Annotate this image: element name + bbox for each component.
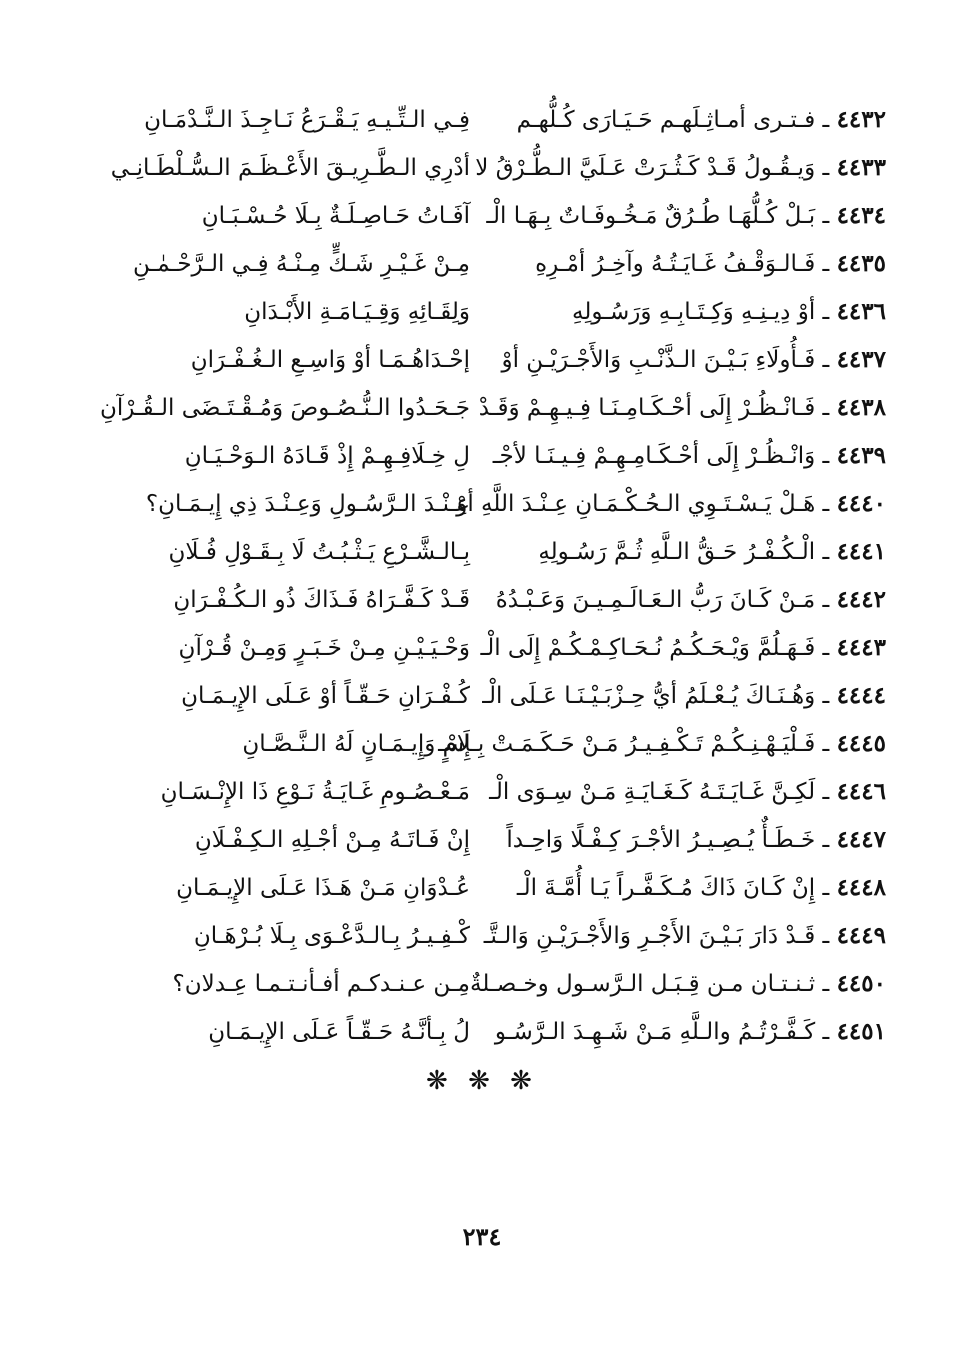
verse-number: ٤٤٤١ [836,538,886,565]
verse-number: ٤٤٤٥ [836,730,886,757]
verse-first-hemistich: ٤٤٣٦ ـ أوْ دِيـنِـهِ وَكِـتَـابِـهِ وَرَسُـولِهِ [571,298,886,325]
verse-number: ٤٤٣٤ [836,202,886,229]
verse-text: إِنْ كَـانَ ذَاكَ مُـكَـفَّـراً يَـا أُمَّـةَ الْـ [516,875,816,901]
page-number: ٢٣٤ [462,1222,502,1251]
section-separator: ❋ ❋ ❋ [426,1066,538,1096]
verse-text: فَـلْيَـهْـنِـكُـمْ تَـكْـفِـيـرُ مَـنْ حَـكَـمَـتْ بِـإِسْـ [438,731,816,757]
verse-first-hemistich: ٤٤٤٧ ـ خَـطَـأٌ يُـصِـيـرُ الأجْـرَ كِـفْـلًا وَاحِـداً [506,826,886,853]
verse-second-hemistich: مِـن عـنـدكـم أفـأنـتـمـا عِـدلان؟ [172,971,470,997]
verse-number: ٤٤٤٧ [836,826,886,853]
verse-second-hemistich: لَامٍ وَإِيـمَـانٍ لَهُ الـنَّـصَّـانِ [242,731,470,757]
verse-text: أوْ دِيـنِـهِ وَكِـتَـابِـهِ وَرَسُـولِهِ [571,299,816,325]
verse-first-hemistich: ٤٤٤٨ ـ إِنْ كَـانَ ذَاكَ مُـكَـفَّـراً يَـا أُمَّـةَ الْـ [516,874,886,901]
verse-first-hemistich: ٤٤٣٥ ـ فَـالـوَقْـفُ غَـايَـتُـهُ وآخِـرُ أمْـرِهِ [535,250,886,277]
verse-line [78,144,886,192]
verse-text: وَانْـظُـرْ إِلَى أحْـكَـامِـهِـمْ فِـيـنَـا لأجْـ [492,443,816,469]
verse-first-hemistich: ٤٤٣٨ ـ فَـانْـظُـرْ إِلَى أحْـكَـامِـنَـا فِـيـهِـمْ وَقَـدْ [478,394,886,421]
verse-second-hemistich: فِـي الـتِّـيـهِ يَـقْـرَعُ نَـاجِـذَ الـنَّـدْمَـانِ [144,107,470,133]
verse-number: ٤٤٥١ [836,1018,886,1045]
verse-text: وَهُـنَـاكَ يُـعْـلَمُ أيُّ حِـزْبَـيْـنَـا عَـلَى الْـ [482,683,816,709]
verse-number: ٤٤٣٢ [836,106,886,133]
verse-second-hemistich: أدْرِي الـطَّـرِيـقَ الأَعْـظَـمَ الـسُّـلْطَـانِـي [110,155,470,181]
verse-number: ٤٤٣٦ [836,298,886,325]
verse-second-hemistich: إِنْ فَـاتَـهُ مِـنْ أجْـلِهِ الـكِـفْـلَانِ [194,827,470,853]
verse-text: مَـنْ كَـانَ رَبُّ الـعَـالَـمِـيـنَ وَعَـبْـدُهُ [495,587,816,613]
verse-line [78,528,886,576]
verse-first-hemistich: ٤٤٤٢ ـ مَـنْ كَـانَ رَبُّ الـعَـالَـمِـيـنَ وَعَـبْـدُهُ [495,586,886,613]
verse-second-hemistich: بِـالـشَّـرْعِ يَـثْـبُـتُ لَا بِـقَـوْلِ فُـلَانِ [168,539,470,565]
verse-second-hemistich: كْـفِـيـرُ بِـالـدَّعْـوَى بِـلَا بُـرْهَـانِ [193,923,470,949]
verse-line [78,480,886,528]
verse-number: ٤٤٣٨ [836,394,886,421]
verse-first-hemistich: ٤٤٤٥ ـ فَـلْيَـهْـنِـكُـمْ تَـكْـفِـيـرُ مَـنْ حَـكَـمَـتْ بِـإِسْـ [438,730,886,757]
verse-number: ٤٤٣٧ [836,346,886,373]
verse-number: ٤٤٥٠ [836,970,886,997]
verse-text: ثـنـتـان مـن قِـبَـل الـرَّسـول وخـصـلةٌ [470,971,816,997]
verse-text: فـتـرى أمـاثِـلَهـم حَـيَـارَى كُـلُّهـم [516,107,816,133]
verse-number: ٤٤٤٩ [836,922,886,949]
verse-number: ٤٤٣٥ [836,250,886,277]
verse-second-hemistich: إحْـدَاهُـمَـا أوْ وَاسِـعِ الـغُـفْـرَانِ [190,347,470,373]
verse-line [78,768,886,816]
verse-second-hemistich: عُـدْوَانِ مَـنْ هَـذَا عَـلَى الإِيـمَـانِ [176,875,470,901]
verse-second-hemistich: عِـنْـدَ الـرَّسُـولِ وَعِـنْـدَ ذِي إِيـمَـانِ؟ [145,491,470,517]
verse-text: لَكِـنَّ غَـايَـتَـهُ كَـغَـايَـةِ مَـنْ سِـوَى الْـ [489,779,816,805]
verse-text: الْـكُـفْـرُ حَـقُّ الـلَّهِ ثُـمَّ رَسُـولِهِ [538,539,816,565]
verse-first-hemistich: ٤٤٣٧ ـ فَـأُولَاءِ بَـيْـنَ الـذَّنْـبِ وَالأَجْـرَيْـنِ أوْ [501,346,886,373]
verse-text: خَـطَـأٌ يُـصِـيـرُ الأجْـرَ كِـفْـلًا وَاحِـداً [506,827,816,853]
verse-first-hemistich: ٤٤٤١ ـ الْـكُـفْـرُ حَـقُّ الـلَّهِ ثُـمَّ رَسُـولِهِ [538,538,886,565]
verse-text: هَـلْ يَـسْـتَـوِي الـحُـكْـمَـانِ عِـنْـدَ اللَّهِ أوْ [456,491,816,517]
verse-first-hemistich: ٤٤٤٦ ـ لَكِـنَّ غَـايَـتَـهُ كَـغَـايَـةِ مَـنْ سِـوَى الْـ [489,778,886,805]
verse-number: ٤٤٤٨ [836,874,886,901]
verse-second-hemistich: مَـعْـصُـومِ غَـايَـةُ نَـوْعِ ذَا الإِنْـسَـانِ [160,779,470,805]
verse-first-hemistich: ٤٤٣٣ ـ وَيـقُـولُ قَـدْ كَـثُـرَتْ عَـلَيَّ الـطُّـرْقُ لا [475,154,886,181]
verse-text: فَـهَـلُمَّ وَيْـحَـكُـمُ نُـحَـاكِـمْـكُـمْ إِلَى الْـ [480,635,816,661]
verse-first-hemistich: ٤٤٥٠ ـ ثـنـتـان مـن قِـبَـل الـرَّسـول وخـصـلةٌ [470,970,886,997]
verse-line [78,672,886,720]
verse-number: ٤٤٤٦ [836,778,886,805]
verse-second-hemistich: قَـدْ كَـفَّـرَاهُ فَـذَاكَ ذُو الـكُـفْـرَانِ [173,587,470,613]
verse-line [78,288,886,336]
verse-text: فَـالـوَقْـفُ غَـايَـتُـهُ وآخِـرُ أمْـرِهِ [535,251,816,277]
verse-line [78,816,886,864]
verse-line [78,576,886,624]
verse-line [78,240,886,288]
verse-second-hemistich: كُـفْـرَانِ حَـقّـاً أوْ عَـلَى الإِيـمَـانِ [181,683,470,709]
verse-line [78,336,886,384]
verse-second-hemistich: لُ بِـأنَّـهُ حَـقّـاً عَـلَى الإِيـمَـانِ [208,1019,470,1045]
verse-first-hemistich: ٤٤٣٢ ـ فـتـرى أمـاثِـلَهـم حَـيَـارَى كُـلُّهـم [516,106,886,133]
verse-line [78,384,886,432]
verse-line [78,864,886,912]
verse-second-hemistich: وَلِقَـائِهِ وَقِـيَـامَـةِ الأَبْـدَانِ [244,299,470,325]
verse-line [78,960,886,1008]
poem [78,96,886,1056]
verse-second-hemistich: وَحْـيَـيْـنِ مِـنْ خَـبَـرٍ وَمِـنْ قُـرْآنِ [178,635,470,661]
verse-second-hemistich: آفَـاتُ حَـاصِـلَـةٌ بِـلَا حُـسْـبَـانِ [201,203,470,229]
verse-text: كَـفَّـرْتُـمُ والـلَّهِ مَـنْ شَـهِـدَ الـرَّسُـو [494,1019,816,1045]
verse-text: وَيـقُـولُ قَـدْ كَـثُـرَتْ عَـلَيَّ الـطُّـرْقُ لا [475,155,816,181]
verse-number: ٤٤٤٢ [836,586,886,613]
verse-text: فَـانْـظُـرْ إِلَى أحْـكَـامِـنَـا فِـيـهِـمْ وَقَـدْ [478,395,816,421]
verse-number: ٤٤٣٣ [836,154,886,181]
verse-line [78,1008,886,1056]
verse-text: بَـلْ كُـلُّهَـا طُـرُقٌ مَـخُـوفَـاتٌ بِـهَـا الْـ [486,203,816,229]
verse-second-hemistich: لِ خِـلَافِـهِـمْ إِذْ قَـادَهُ الـوَحْـيَـانِ [184,443,470,469]
verse-line [78,192,886,240]
verse-text: فَـأُولَاءِ بَـيْـنَ الـذَّنْـبِ وَالأَجْـرَيْـنِ أوْ [501,347,816,373]
verse-second-hemistich: جَـحَـدُوا الـنُّـصُـوصَ وَمُـقْـتَـضَى الـقُـرْآنِ [99,395,470,421]
verse-first-hemistich: ٤٤٤٠ ـ هَـلْ يَـسْـتَـوِي الـحُـكْـمَـانِ عِـنْـدَ اللَّهِ أوْ [456,490,886,517]
verse-first-hemistich: ٤٤٤٤ ـ وَهُـنَـاكَ يُـعْـلَمُ أيُّ حِـزْبَـيْـنَـا عَـلَى الْـ [482,682,886,709]
verse-first-hemistich: ٤٤٤٩ ـ قَـدْ دَارَ بَـيْـنَ الأَجْـرِ وَالأَجْـرَيْـنِ وَالـتَّـ [483,922,886,949]
verse-line [78,96,886,144]
verse-line [78,912,886,960]
verse-number: ٤٤٤٤ [836,682,886,709]
verse-number: ٤٤٤٣ [836,634,886,661]
verse-first-hemistich: ٤٤٣٤ ـ بَـلْ كُـلُّهَـا طُـرُقٌ مَـخُـوفَـاتٌ بِـهَـا الْـ [486,202,886,229]
verse-first-hemistich: ٤٤٣٩ ـ وَانْـظُـرْ إِلَى أحْـكَـامِـهِـمْ فِـيـنَـا لأجْـ [492,442,886,469]
verse-first-hemistich: ٤٤٥١ ـ كَـفَّـرْتُـمُ والـلَّهِ مَـنْ شَـهِـدَ الـرَّسُـو [494,1018,886,1045]
verse-number: ٤٤٣٩ [836,442,886,469]
verse-text: قَـدْ دَارَ بَـيْـنَ الأَجْـرِ وَالأَجْـرَيْـنِ وَالـتَّـ [483,923,816,949]
verse-line [78,624,886,672]
verse-first-hemistich: ٤٤٤٣ ـ فَـهَـلُمَّ وَيْـحَـكُـمُ نُـحَـاكِـمْـكُـمْ إِلَى الْـ [480,634,886,661]
verse-number: ٤٤٤٠ [836,490,886,517]
verse-line [78,720,886,768]
verse-line [78,432,886,480]
verse-second-hemistich: مِـنْ غَـيْـرِ شَـكٍّ مِـنْـهُ فِـي الـرَّحْـمٰـنِ [133,251,470,277]
